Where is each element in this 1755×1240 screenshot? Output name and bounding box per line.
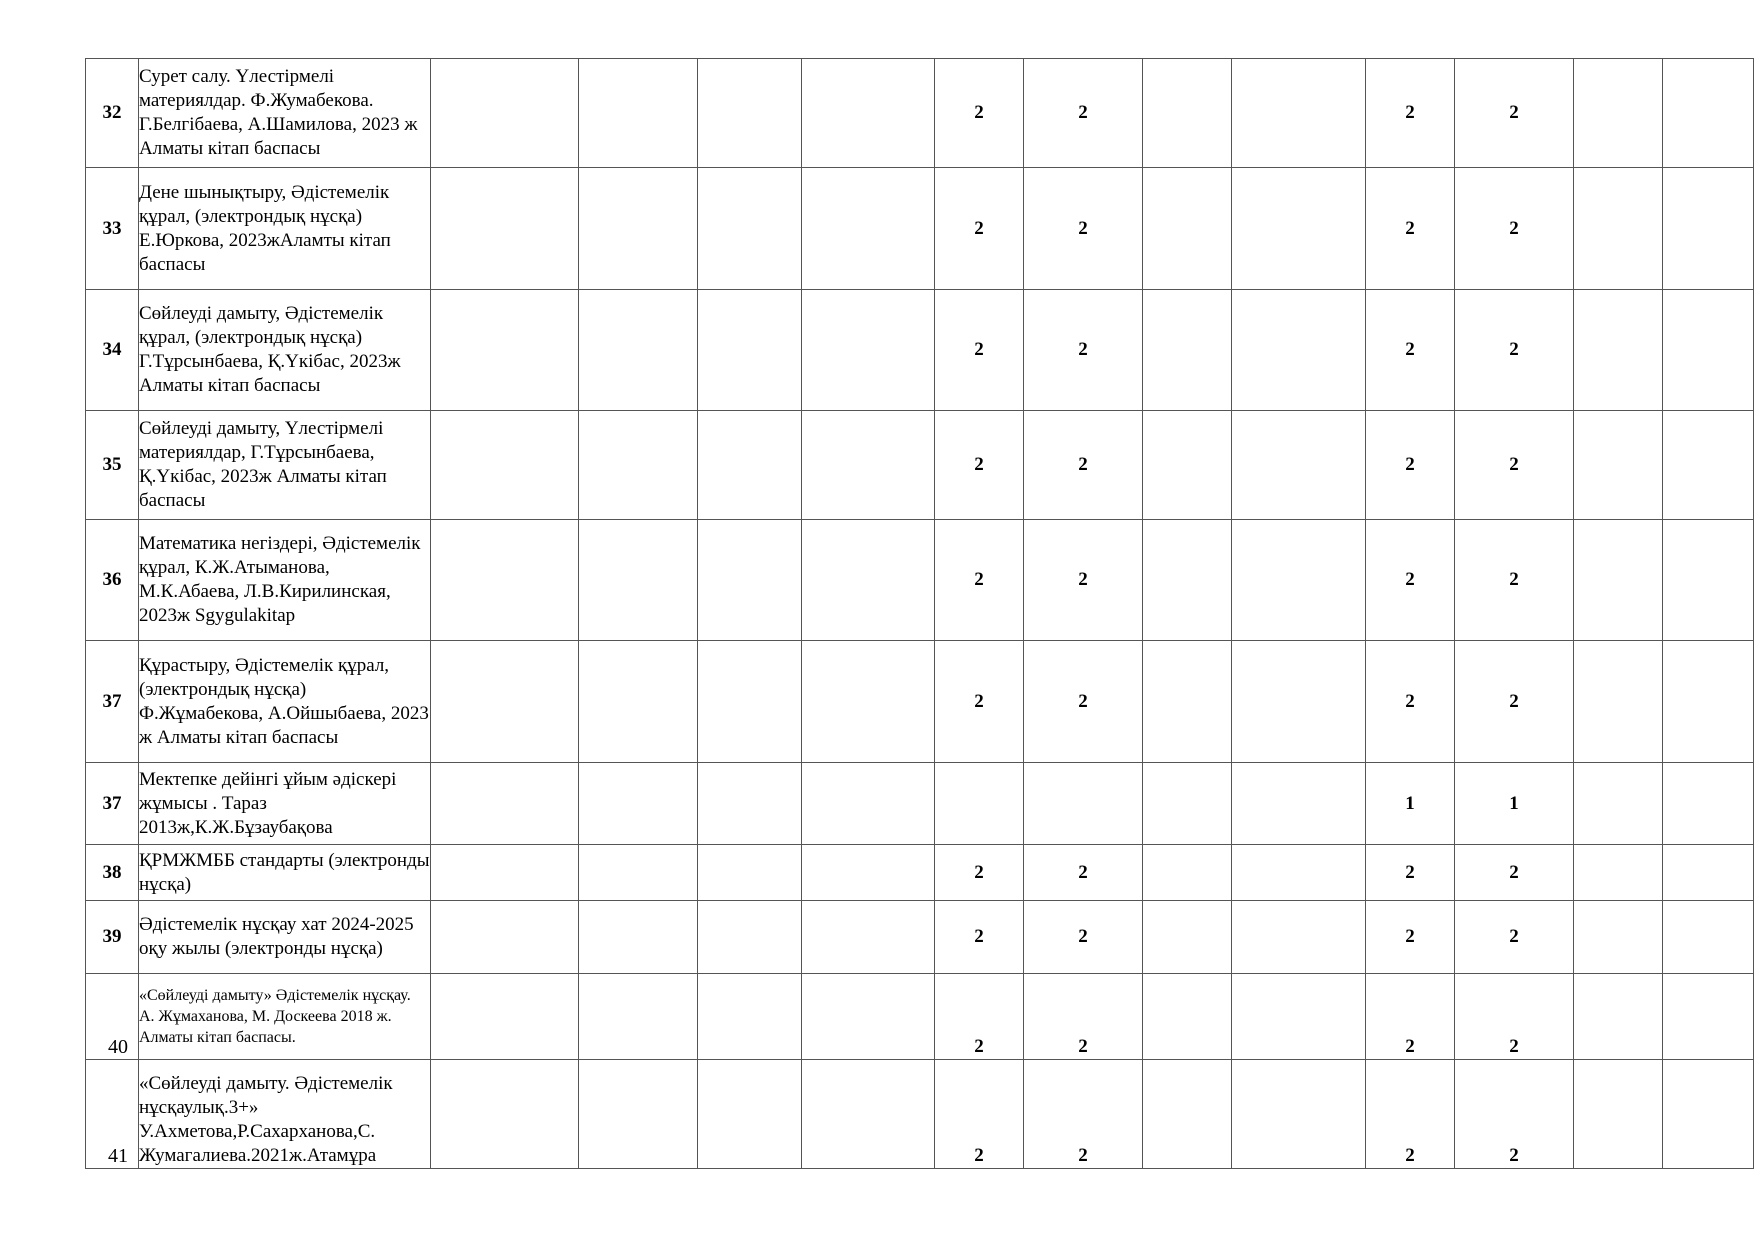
cell-value: 1 (1366, 763, 1455, 845)
row-title: Дене шынықтыру, Әдістемелік құрал, (электрондық нұсқа) Е.Юркова, 2023жАламты кітап баспасы (139, 168, 431, 290)
cell-value: 2 (1455, 520, 1574, 641)
cell-value: 2 (935, 520, 1024, 641)
cell-value: 2 (1366, 845, 1455, 901)
row-title: Математика негіздері, Әдістемелік құрал, К.Ж.Атыманова, М.К.Абаева, Л.В.Кирилинская, 2023ж Sgygulakitap (139, 520, 431, 641)
table-row (86, 168, 1754, 290)
table-row (86, 59, 1754, 168)
row-title: Әдістемелік нұсқау хат 2024-2025 оқу жылы (электронды нұсқа) (139, 901, 431, 974)
cell-value: 2 (1455, 168, 1574, 290)
cell-value: 2 (935, 974, 1024, 1060)
cell-value: 2 (935, 290, 1024, 411)
cell-value: 2 (1366, 641, 1455, 763)
row-title: Сөйлеуді дамыту, Әдістемелік құрал, (электрондық нұсқа) Г.Тұрсынбаева, Қ.Үкібас, 2023ж Алматы кітап баспасы (139, 290, 431, 411)
cell-value: 2 (935, 59, 1024, 168)
cell-value: 2 (935, 1060, 1024, 1169)
table-row (86, 641, 1754, 763)
cell-value: 2 (1366, 411, 1455, 520)
row-title: «Сөйлеуді дамыту. Әдістемелік нұсқаулық.3+» У.Ахметова,Р.Сахарханова,С. Жумагалиева.2021ж.Атамұра (139, 1060, 431, 1169)
row-number: 33 (86, 168, 139, 290)
cell-value: 2 (1366, 520, 1455, 641)
cell-value: 2 (1024, 901, 1143, 974)
cell-value: 2 (935, 641, 1024, 763)
cell-value: 2 (1455, 59, 1574, 168)
cell-value: 2 (1455, 845, 1574, 901)
cell-value: 2 (1455, 641, 1574, 763)
row-title: «Сөйлеуді дамыту» Әдістемелік нұсқау. А. Жұмаханова, М. Доскеева 2018 ж. Алматы кітап баспасы. (139, 974, 431, 1060)
cell-value: 2 (935, 411, 1024, 520)
cell-value: 2 (1024, 1060, 1143, 1169)
cell-value: 2 (1366, 290, 1455, 411)
table-row (86, 845, 1754, 901)
cell-value: 2 (1024, 290, 1143, 411)
row-number: 37 (86, 641, 139, 763)
inventory-table (85, 58, 1754, 1169)
row-number: 36 (86, 520, 139, 641)
row-title: Сөйлеуді дамыту, Үлестірмелі материялдар, Г.Тұрсынбаева, Қ.Үкібас, 2023ж Алматы кітап баспасы (139, 411, 431, 520)
cell-value: 2 (1024, 168, 1143, 290)
cell-value: 2 (1455, 411, 1574, 520)
cell-value: 2 (1455, 901, 1574, 974)
row-title: ҚРМЖМББ стандарты (электронды нұсқа) (139, 845, 431, 901)
cell-value: 2 (1366, 59, 1455, 168)
table-row (86, 411, 1754, 520)
cell-value (935, 763, 1024, 845)
cell-value: 2 (1366, 168, 1455, 290)
cell-value: 2 (1455, 290, 1574, 411)
row-number: 39 (86, 901, 139, 974)
cell-value: 2 (1455, 1060, 1574, 1169)
cell-value: 2 (935, 845, 1024, 901)
cell-value: 2 (1024, 520, 1143, 641)
cell-value: 2 (1366, 901, 1455, 974)
table-row (86, 520, 1754, 641)
table-row (86, 290, 1754, 411)
table-row (86, 1060, 1754, 1169)
row-number: 37 (86, 763, 139, 845)
row-number: 35 (86, 411, 139, 520)
row-number: 41 (86, 1060, 139, 1169)
row-number: 38 (86, 845, 139, 901)
row-title: Сурет салу. Үлестірмелі материялдар. Ф.Жумабекова. Г.Белгібаева, А.Шамилова, 2023 ж Алматы кітап баспасы (139, 59, 431, 168)
row-title: Құрастыру, Әдістемелік құрал, (электрондық нұсқа) Ф.Жұмабекова, А.Ойшыбаева, 2023 ж Алматы кітап баспасы (139, 641, 431, 763)
row-title: Мектепке дейінгі ұйым әдіскері жұмысы . Тараз 2013ж,К.Ж.Бұзаубақова (139, 763, 431, 845)
cell-value: 2 (1024, 641, 1143, 763)
cell-value: 2 (1455, 974, 1574, 1060)
table-row (86, 974, 1754, 1060)
row-number: 34 (86, 290, 139, 411)
cell-value: 2 (1024, 411, 1143, 520)
cell-value: 2 (1366, 974, 1455, 1060)
table-row (86, 901, 1754, 974)
cell-value: 2 (1024, 974, 1143, 1060)
row-number: 40 (86, 974, 139, 1060)
cell-value: 2 (935, 168, 1024, 290)
cell-value (1024, 763, 1143, 845)
cell-value: 1 (1455, 763, 1574, 845)
cell-value: 2 (1366, 1060, 1455, 1169)
row-number: 32 (86, 59, 139, 168)
cell-value: 2 (1024, 59, 1143, 168)
cell-value: 2 (1024, 845, 1143, 901)
cell-value: 2 (935, 901, 1024, 974)
table-row (86, 763, 1754, 845)
